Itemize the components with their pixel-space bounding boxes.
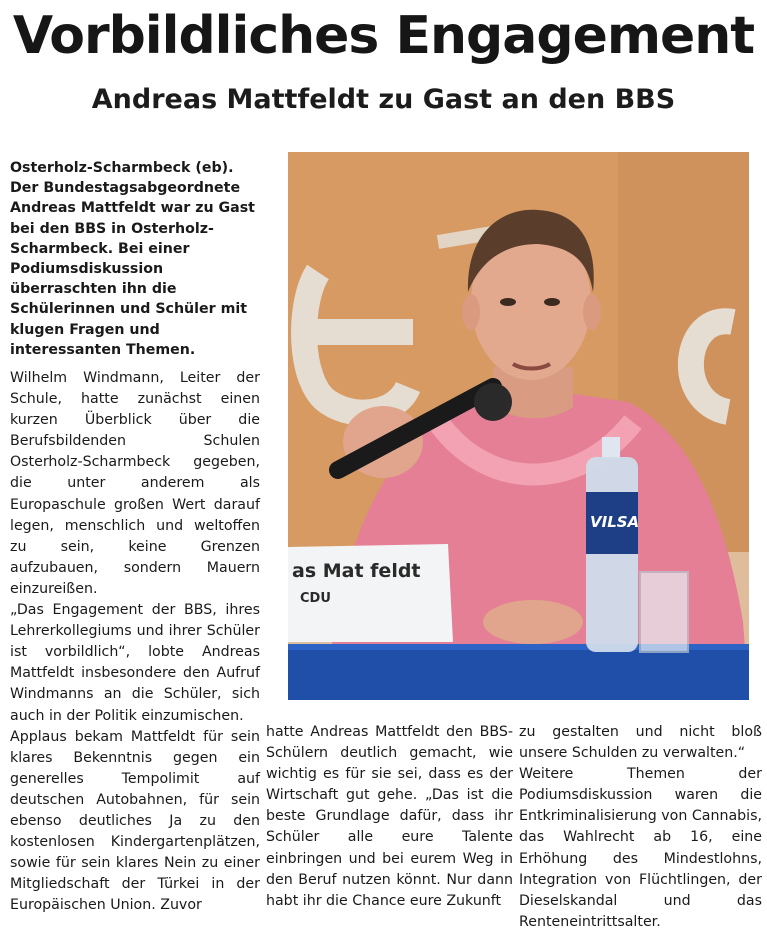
headline: Vorbildliches Engagement [12, 6, 755, 66]
paragraph: zu gestalten und nicht bloß unsere Schulden zu verwalten.“ [519, 724, 762, 762]
photo-illustration [288, 152, 749, 700]
text-column-1 [10, 368, 260, 916]
text-column-2 [266, 722, 513, 912]
nameplate-name: as Mat feldt [292, 560, 421, 582]
lead-paragraph: Osterholz-Scharmbeck (eb). Der Bundestagsabgeordnete Andreas Mattfeldt war zu Gast bei den BBS in Osterholz-Scharmbeck. Bei einer Podiumsdiskussion überraschten ihn die Schülerinnen und Schüler mit klugen Fragen und interessanten Themen. [10, 160, 255, 358]
paragraph: „Das Engagement der BBS, ihres Lehrerkollegiums und ihrer Schüler ist vorbildlich“, lobte Andreas Mattfeldt insbesondere den Aufruf Windmanns an die Schüler, sich auch in der Politik einzumischen. [10, 602, 260, 724]
nameplate-party: CDU [300, 591, 331, 606]
text-column-3 [519, 722, 762, 933]
paragraph: Weitere Themen der Podiumsdiskussion waren die Entkriminalisierung von Cannabis, das Wahlrecht ab 16, eine Erhöhung des Mindestlohns, Integration von Flüchtlingen, der Dieselskandal und das Renteneintrittsalter. [519, 766, 762, 930]
paragraph: hatte Andreas Mattfeldt den BBS-Schülern deutlich gemacht, wie wichtig es für sie sei, dass es der Wirtschaft gut gehe. „Das ist die beste Grundlage dafür, dass ihr Schüler alle eure Talente einbringen und bei eurem Weg in den Beruf nutzen könnt. Nur dann habt ihr die Chance eure Zukunft [266, 724, 513, 909]
paragraph: Wilhelm Windmann, Leiter der Schule, hatte zunächst einen kurzen Überblick über die Berufsbildenden Schulen Osterholz-Scharmbeck gegeben, die unter anderem als Europaschule großen Wert darauf legen, menschlich und weltoffen zu sein, keine Grenzen aufzubauen, sondern Mauern einzureißen. [10, 370, 260, 597]
subheadline: Andreas Mattfeldt zu Gast an den BBS [91, 84, 676, 115]
article-photo [288, 152, 749, 700]
glass [640, 572, 688, 652]
bottle-label: VILSA [590, 513, 640, 531]
paragraph: Applaus bekam Mattfeldt für sein klares Bekenntnis gegen ein generelles Tempolimit auf deutschen Autobahnen, für sein ebenso deutliches Ja zu den kostenlosen Kindergartenplätzen, sowie für sein klares Nein zu einer Mitgliedschaft der Türkei in der Europäischen Union. Zuvor [10, 728, 260, 914]
water-bottle [586, 457, 638, 652]
